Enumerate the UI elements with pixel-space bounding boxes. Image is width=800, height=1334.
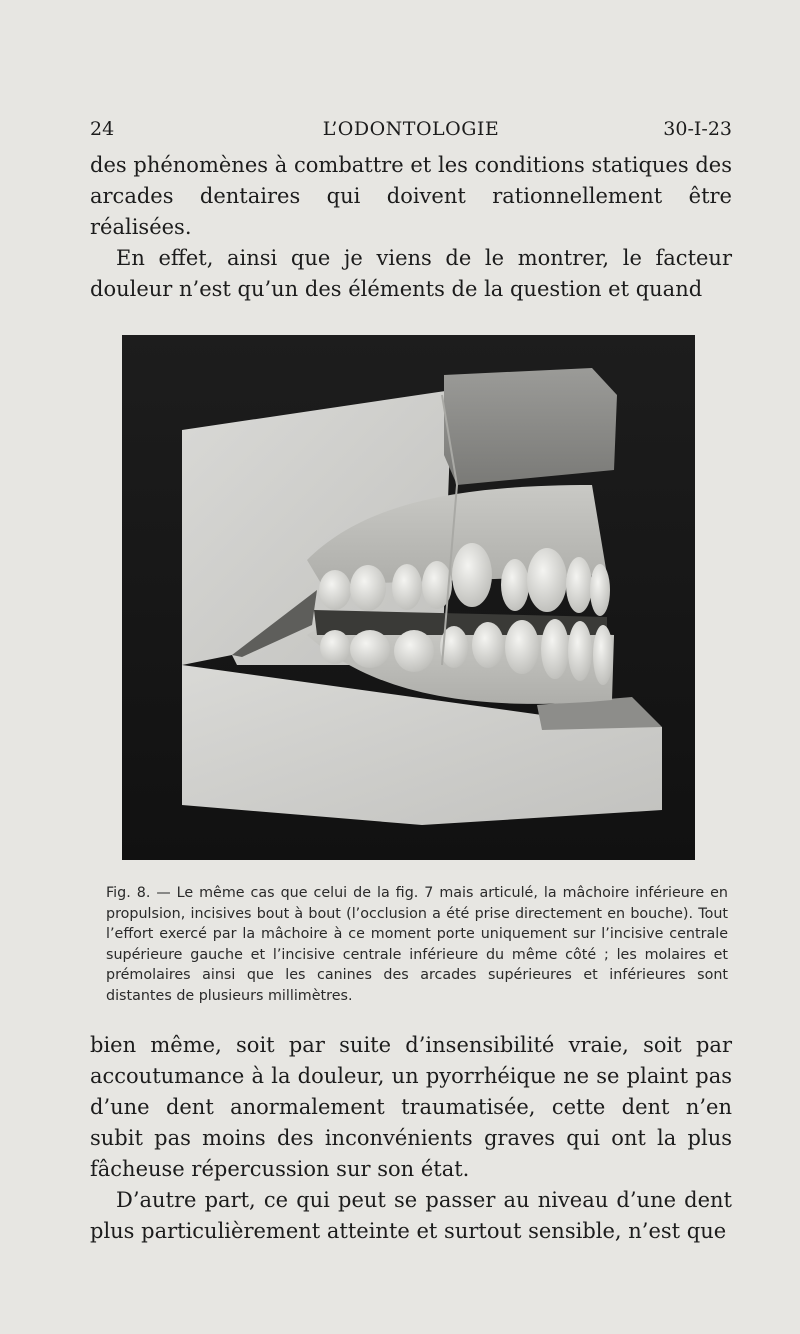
paragraph: D’autre part, ce qui peut se passer au niveau d’une dent plus particulièrement atteinte et surtout sensible, n’est que — [90, 1188, 732, 1243]
running-title: L’ODONTOLOGIE — [322, 118, 500, 140]
dental-cast-photograph — [122, 335, 695, 860]
upper-base-back — [444, 368, 617, 485]
paragraph-continuation: des phénomènes à combattre et les conditions statiques des arcades dentaires qui doivent rationnellement être réalisées. — [90, 153, 732, 239]
running-head — [90, 118, 732, 144]
issue-date: 30-I-23 — [663, 118, 732, 140]
figure-caption: Fig. 8. — Le même cas que celui de la fig. 7 mais articulé, la mâchoire inférieure en propulsion, incisives bout à bout (l’occlusion a été prise directement en bouche). Tout l’effort exercé par la mâchoire à ce moment porte uniquement sur l’incisive centrale supérieure gauche et l’incisive centrale inférieure du même côté ; les molaires et prémolaires ainsi que les canines des arcades supérieures et inférieures sont distantes de plusieurs millimètres. — [106, 885, 728, 1004]
bottom-text-block — [90, 1030, 732, 1247]
paragraph: En effet, ainsi que je viens de le montrer, le facteur douleur n’est qu’un des éléments de la question et quand — [90, 246, 732, 301]
page-number: 24 — [90, 118, 115, 140]
paragraph-continuation: bien même, soit par suite d’insensibilité vraie, soit par accoutumance à la douleur, un pyorrhéique ne se plaint pas d’une dent anormalement traumatisée, cette dent n’en subit pas moins des inconvénients graves qui ont la plus fâcheuse répercussion sur son état. — [90, 1033, 732, 1181]
top-text-block — [90, 150, 732, 305]
dental-cast-illustration — [122, 335, 695, 860]
